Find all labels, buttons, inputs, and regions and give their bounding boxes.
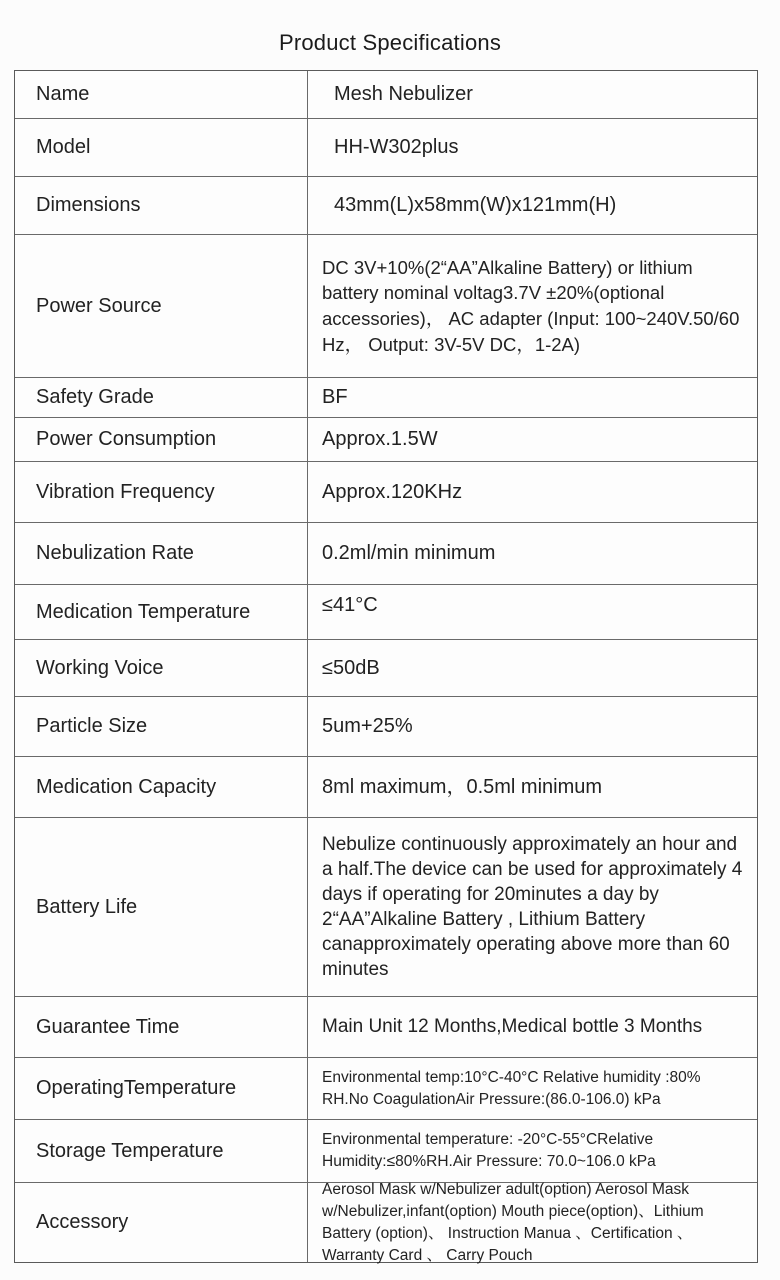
- table-row-power-consumption: [15, 418, 757, 462]
- spec-table: [14, 70, 758, 1263]
- table-row-battery-life: [15, 818, 757, 997]
- row-value: HH-W302plus: [334, 136, 459, 159]
- table-row-medication-capacity: [15, 757, 757, 818]
- row-value: Approx.1.5W: [322, 428, 438, 451]
- row-label: Nebulization Rate: [15, 523, 308, 584]
- table-row-working-voice: [15, 640, 757, 697]
- table-row-safety-grade: [15, 378, 757, 418]
- page-title: Product Specifications: [278, 30, 502, 55]
- table-row-name: [15, 71, 757, 119]
- table-row-model: [15, 119, 757, 177]
- row-label: Power Source: [15, 235, 308, 377]
- table-row-power-source: [15, 235, 757, 378]
- row-value: Mesh Nebulizer: [334, 83, 473, 106]
- table-row-nebulization-rate: [15, 523, 757, 585]
- row-value: 0.2ml/min minimum: [322, 542, 496, 565]
- row-label: Vibration Frequency: [15, 462, 308, 522]
- row-label: Storage Temperature: [15, 1120, 308, 1182]
- row-value: ≤41°C: [322, 594, 378, 616]
- table-row-storage-temperature: [15, 1120, 757, 1183]
- row-label: Particle Size: [15, 697, 308, 756]
- row-value: ≤50dB: [322, 656, 380, 679]
- row-label: Model: [15, 119, 308, 176]
- row-label: Working Voice: [15, 640, 308, 696]
- row-label: Medication Capacity: [15, 757, 308, 817]
- row-value: Main Unit 12 Months,Medical bottle 3 Months: [322, 1016, 703, 1038]
- table-row-medication-temperature: [15, 585, 757, 640]
- row-value: BF: [322, 386, 348, 409]
- row-value: Environmental temperature: -20°C-55°CRelative Humidity:≤80%RH.Air Pressure: 70.0~106.0 kPa: [322, 1131, 656, 1170]
- row-label: Guarantee Time: [15, 997, 308, 1057]
- row-value: 43mm(L)x58mm(W)x121mm(H): [334, 194, 617, 217]
- row-value: Approx.120KHz: [322, 480, 463, 503]
- row-label: OperatingTemperature: [15, 1058, 308, 1119]
- table-row-dimensions: [15, 177, 757, 235]
- row-label: Power Consumption: [15, 418, 308, 461]
- row-value: Environmental temp:10°C-40°C Relative humidity :80% RH.No CoagulationAir Pressure:(86.0-106.0) kPa: [322, 1068, 701, 1108]
- row-label: Battery Life: [15, 818, 308, 996]
- row-value: 5um+25%: [322, 715, 413, 738]
- row-label: Medication Temperature: [15, 585, 308, 639]
- table-row-accessory: [15, 1180, 757, 1264]
- table-row-vibration-frequency: [15, 462, 757, 523]
- row-value: DC 3V+10%(2“AA”Alkaline Battery) or lithium battery nominal voltag3.7V ±20%(optional accessories)， AC adapter (Input: 100~240V.50/60 Hz， Output: 3V-5V DC，1-2A): [322, 256, 740, 355]
- table-row-guarantee-time: [15, 997, 757, 1058]
- table-row-operating-temperature: [15, 1058, 757, 1120]
- row-value: Nebulize continuously approximately an hour and a half.The device can be used for approximately 4 days if operating for 20minutes a day by 2“AA”Alkaline Battery , Lithium Battery canapproximately operating above more than 60 minutes: [322, 833, 743, 981]
- row-value: 8ml maximum，0.5ml minimum: [322, 775, 603, 798]
- row-value: Aerosol Mask w/Nebulizer adult(option) Aerosol Mask w/Nebulizer,infant(option) Mouth piece(option)、Lithium Battery (option)、 Instruction Manua 、Certification 、 Warranty Card 、 Carry Pouch: [322, 1180, 704, 1264]
- table-row-particle-size: [15, 697, 757, 757]
- row-label: Name: [15, 71, 308, 118]
- row-label: Accessory: [15, 1183, 308, 1262]
- row-label: Dimensions: [15, 177, 308, 234]
- row-label: Safety Grade: [15, 378, 308, 417]
